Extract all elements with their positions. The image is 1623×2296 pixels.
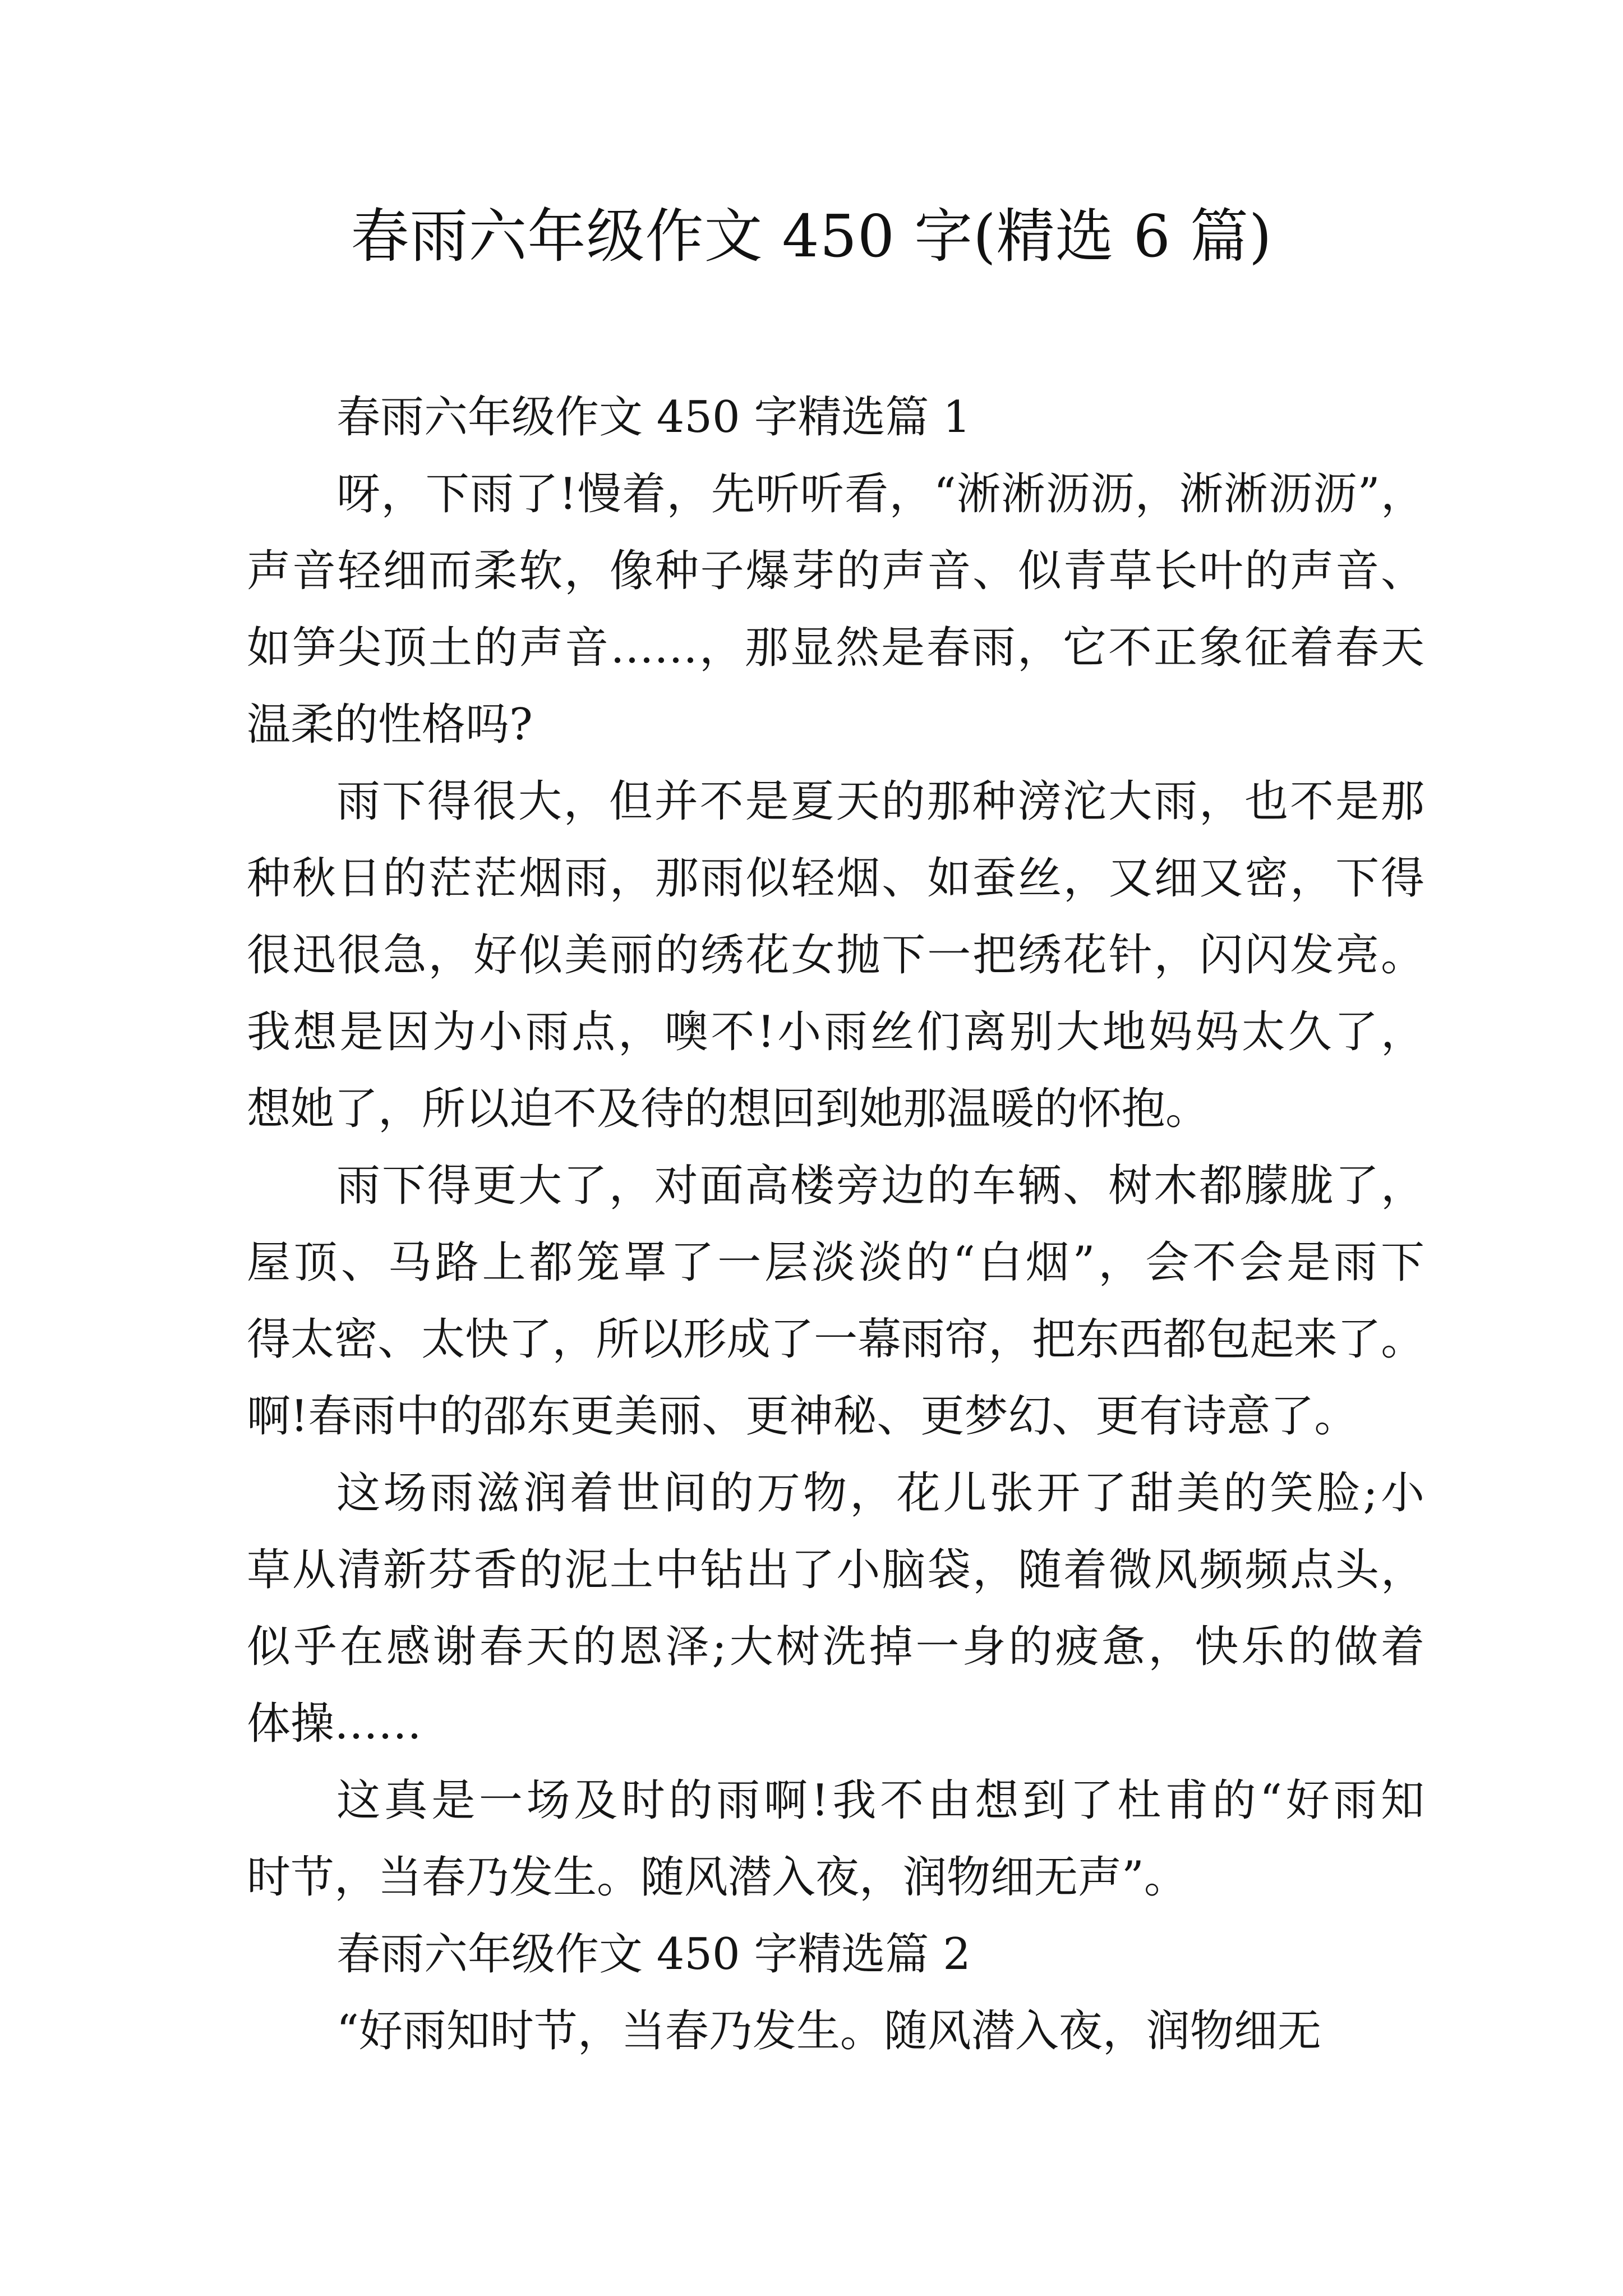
- paragraph-line: 这场雨滋润着世间的万物，花儿张开了甜美的笑脸;小: [336, 1468, 1424, 1519]
- paragraph-line: 时节，当春乃发生。随风潜入夜，润物细无声”。: [247, 1852, 1188, 1903]
- paragraph: [247, 1993, 1424, 2070]
- section-heading: 春雨六年级作文 450 字精选篇 1: [336, 392, 971, 443]
- paragraph: [247, 763, 1424, 1148]
- paragraph-line: 得太密、太快了，所以形成了一幕雨帘，把东西都包起来了。: [247, 1314, 1424, 1365]
- document-title: 春雨六年级作文 450 字(精选 6 篇): [351, 202, 1272, 270]
- paragraph-line: 我想是因为小雨点，噢不!小雨丝们离别大地妈妈太久了，: [247, 1007, 1424, 1057]
- paragraph-line: 温柔的性格吗?: [247, 700, 533, 750]
- paragraph-line: 种秋日的茫茫烟雨，那雨似轻烟、如蚕丝，又细又密，下得: [247, 853, 1424, 904]
- paragraph: [247, 1148, 1424, 1455]
- paragraph-line: 呀，下雨了!慢着，先听听看，“淅淅沥沥，淅淅沥沥”，: [336, 469, 1424, 519]
- paragraph-line: “好雨知时节，当春乃发生。随风潜入夜，润物细无: [336, 2006, 1321, 2056]
- section-heading: 春雨六年级作文 450 字精选篇 2: [336, 1929, 971, 1980]
- paragraph-line: 雨下得更大了，对面高楼旁边的车辆、树木都朦胧了，: [336, 1161, 1424, 1211]
- paragraph: [247, 1455, 1424, 1763]
- paragraph-line: 很迅很急，好似美丽的绣花女抛下一把绣花针，闪闪发亮。: [247, 930, 1424, 981]
- paragraph-line: 草从清新芬香的泥土中钻出了小脑袋，随着微风频频点头，: [247, 1545, 1424, 1595]
- paragraph: [247, 1763, 1424, 1916]
- paragraph: [247, 456, 1424, 763]
- paragraph-line: 雨下得很大，但并不是夏天的那种滂沱大雨，也不是那: [336, 776, 1424, 827]
- paragraph-line: 想她了，所以迫不及待的想回到她那温暖的怀抱。: [247, 1084, 1210, 1134]
- paragraph-line: 啊!春雨中的邵东更美丽、更神秘、更梦幻、更有诗意了。: [247, 1391, 1358, 1442]
- paragraph-line: 这真是一场及时的雨啊!我不由想到了杜甫的“好雨知: [336, 1775, 1424, 1826]
- paragraph-line: 声音轻细而柔软，像种子爆芽的声音、似青草长叶的声音、: [247, 546, 1424, 596]
- paragraph-line: 如笋尖顶土的声音……，那显然是春雨，它不正象征着春天: [247, 623, 1424, 673]
- paragraph-line: 屋顶、马路上都笼罩了一层淡淡的“白烟”，会不会是雨下: [247, 1237, 1424, 1288]
- paragraph-line: 似乎在感谢春天的恩泽;大树洗掉一身的疲惫，快乐的做着: [247, 1622, 1424, 1672]
- paragraph-line: 体操……: [247, 1699, 422, 1749]
- document-body: [247, 379, 1424, 2070]
